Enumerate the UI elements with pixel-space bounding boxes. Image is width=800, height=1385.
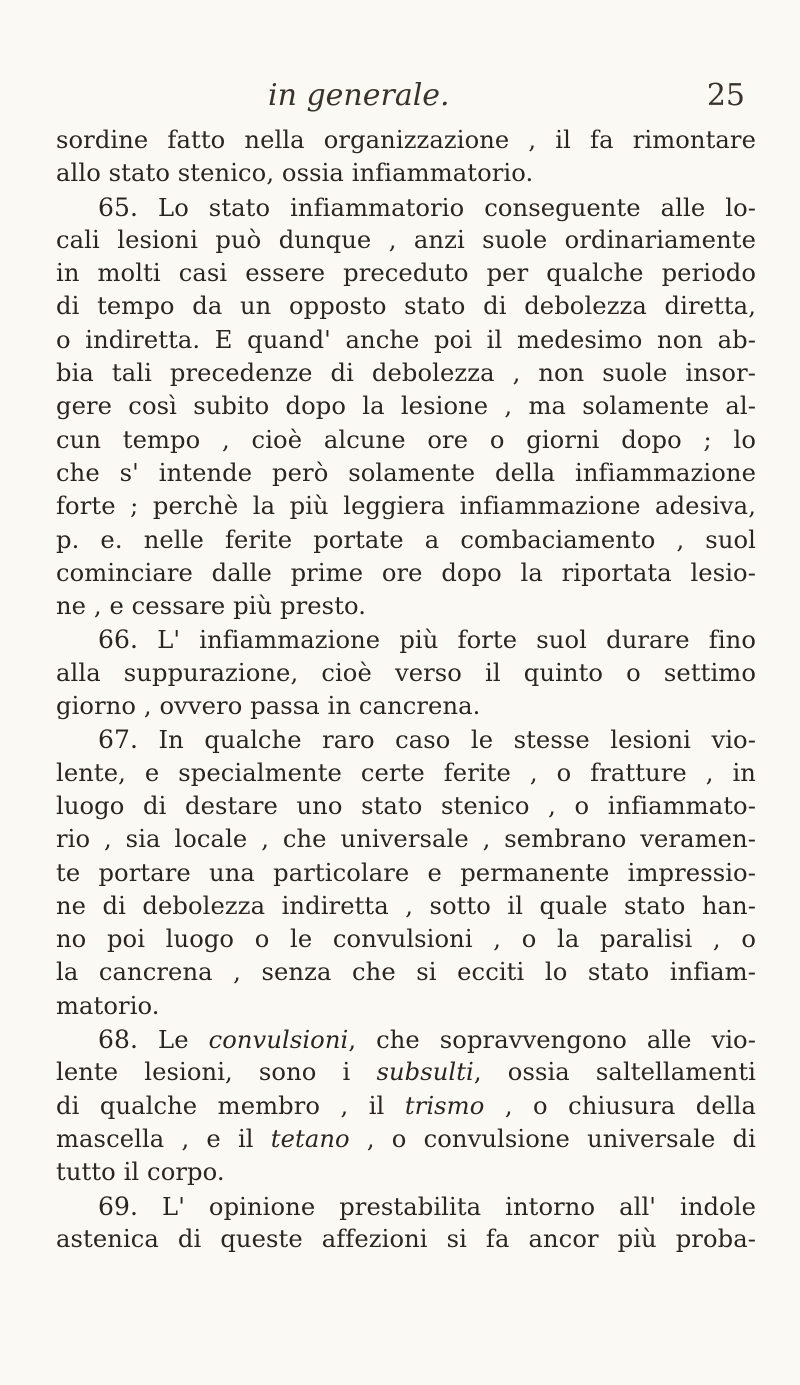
paragraph-start-line <box>56 191 756 224</box>
text-line <box>56 157 756 190</box>
italic-term: tetano <box>270 1124 350 1153</box>
line-text: di qualche membro , il <box>56 1091 405 1120</box>
page-header <box>0 78 800 118</box>
line-text: , o chiusura della <box>484 1091 756 1120</box>
text-line <box>56 257 756 290</box>
text-line <box>56 857 756 890</box>
text-line <box>56 524 756 557</box>
text-line <box>56 390 756 423</box>
text-line <box>56 757 756 790</box>
line-text: forte ; perchè la più leggiera infiammazione adesiva, <box>56 492 756 521</box>
text-line <box>56 590 756 623</box>
text-line <box>56 1090 756 1123</box>
running-head: in generale. <box>268 78 450 113</box>
text-line <box>56 324 756 357</box>
text-line <box>56 224 756 257</box>
text-line <box>56 424 756 457</box>
line-text: , ossia saltellamenti <box>473 1058 756 1087</box>
text-line <box>56 1123 756 1156</box>
text-line <box>56 790 756 823</box>
line-text: cun tempo , cioè alcune ore o giorni dopo ; lo <box>56 425 756 454</box>
line-text: p. e. nelle ferite portate a combaciamento , suol <box>56 525 756 554</box>
text-line <box>56 890 756 923</box>
line-text: alla suppurazione, cioè verso il quinto o settimo <box>56 658 756 687</box>
line-text: In qualche raro caso le stesse lesioni vio- <box>158 726 756 755</box>
line-text: , che sopravvengono alle vio- <box>348 1026 756 1055</box>
line-text: no poi luogo o le convulsioni , o la paralisi , o <box>56 925 756 954</box>
line-text: , o convulsione universale di <box>349 1124 756 1153</box>
line-text: tutto il corpo. <box>56 1158 225 1187</box>
line-text: cali lesioni può dunque , anzi suole ordinariamente <box>56 225 756 254</box>
line-text: te portare una particolare e permanente impressio- <box>56 858 756 887</box>
paragraph-number: 67. <box>98 725 139 755</box>
line-text: o indiretta. E quand' anche poi il medesimo non ab- <box>56 325 756 354</box>
paragraph-number: 65. <box>98 192 139 222</box>
line-text: in molti casi essere preceduto per qualche periodo <box>56 259 756 288</box>
text-line <box>56 1156 756 1189</box>
text-line <box>56 690 756 723</box>
line-text: astenica di queste affezioni si fa ancor più proba- <box>56 1224 756 1253</box>
text-line <box>56 990 756 1023</box>
paragraph-start-line <box>56 623 756 656</box>
page-number: 25 <box>706 78 745 113</box>
text-line <box>56 823 756 856</box>
line-text: cominciare dalle prime ore dopo la riportata lesio- <box>56 558 756 587</box>
line-text: mascella , e il <box>56 1124 271 1153</box>
paragraph-start-line <box>56 1023 756 1056</box>
line-text: giorno , ovvero passa in cancrena. <box>56 692 481 721</box>
paragraph-number: 68. <box>98 1025 139 1055</box>
line-text: ne , e cessare più presto. <box>56 592 367 621</box>
line-text: bia tali precedenze di debolezza , non suole insor- <box>56 359 756 388</box>
text-line <box>56 1056 756 1089</box>
text-line <box>56 657 756 690</box>
line-text: lente lesioni, sono i <box>56 1058 377 1087</box>
paragraph-start-line <box>56 723 756 756</box>
line-text: allo stato stenico, ossia infiammatorio. <box>56 159 534 188</box>
paragraph-start-line <box>56 1190 756 1223</box>
paragraph-number: 69. <box>98 1191 139 1221</box>
text-line <box>56 557 756 590</box>
line-text: gere così subito dopo la lesione , ma solamente al- <box>56 392 756 421</box>
line-text: ne di debolezza indiretta , sotto il quale stato han- <box>56 891 756 920</box>
text-line <box>56 923 756 956</box>
text-line <box>56 357 756 390</box>
line-text: lente, e specialmente certe ferite , o fratture , in <box>56 758 756 787</box>
line-text: L' infiammazione più forte suol durare fino <box>157 626 756 655</box>
italic-term: trismo <box>404 1091 485 1120</box>
line-text: Le <box>158 1026 209 1055</box>
line-text: sordine fatto nella organizzazione , il fa rimontare <box>56 126 756 154</box>
line-text: rio , sia locale , che universale , sembrano veramen- <box>56 825 756 854</box>
text-line <box>56 457 756 490</box>
text-line <box>56 290 756 323</box>
italic-term: convulsioni <box>208 1026 349 1055</box>
line-text: luogo di destare uno stato stenico , o infiammato- <box>56 791 756 820</box>
line-text: Lo stato infiammatorio conseguente alle lo- <box>158 193 756 222</box>
body-text <box>56 124 756 1256</box>
text-line <box>56 1223 756 1256</box>
line-text: di tempo da un opposto stato di debolezza diretta, <box>56 292 756 321</box>
text-line <box>56 490 756 523</box>
line-text: matorio. <box>56 991 160 1020</box>
italic-term: subsulti <box>376 1058 474 1087</box>
text-line <box>56 956 756 989</box>
line-text: che s' intende però solamente della infiammazione <box>56 458 756 487</box>
line-text: L' opinione prestabilita intorno all' indole <box>162 1192 756 1221</box>
text-line <box>56 124 756 157</box>
paragraph-number: 66. <box>98 625 139 655</box>
line-text: la cancrena , senza che si ecciti lo stato infiam- <box>56 958 756 987</box>
